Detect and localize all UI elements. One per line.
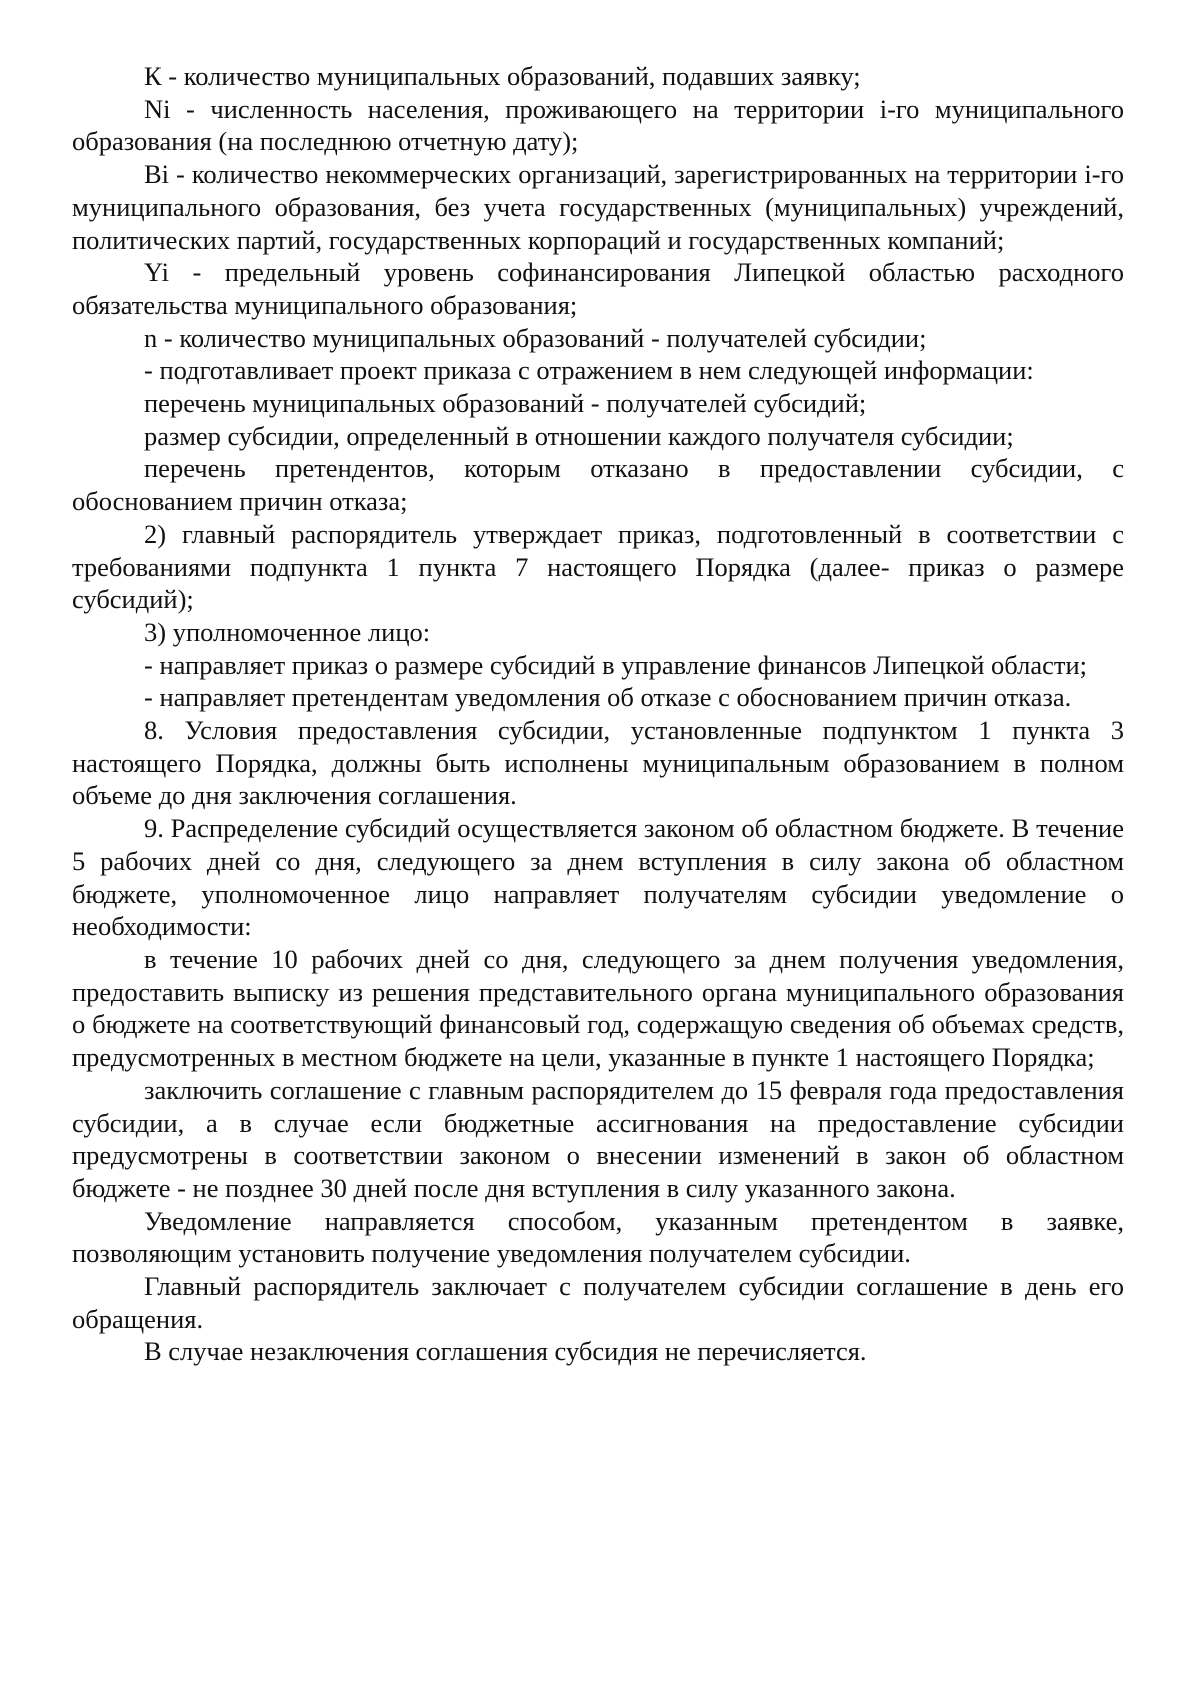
paragraph-agreement-day: Главный распорядитель заключает с получателем субсидии соглашение в день его обращения. <box>72 1271 1124 1334</box>
document-page <box>72 60 1124 1368</box>
paragraph-notification-method: Уведомление направляется способом, указанным претендентом в заявке, позволяющим установить получение уведомления получателем субсидии. <box>72 1205 1124 1269</box>
paragraph-provide-extract: в течение 10 рабочих дней со дня, следующего за днем получения уведомления, предоставить выписку из решения представительного органа муниципального образования о бюджете на соответствующий финансовый год, содержащую сведения об объемах средств, предусмотренных в местном бюджете на цели, указанные в пункте 1 настоящего Порядка; <box>72 943 1124 1073</box>
paragraph-send-order: - направляет приказ о размере субсидий в управление финансов Липецкой области; <box>144 649 1088 680</box>
paragraph-prepare-order: - подготавливает проект приказа с отражением в нем следующей информации: <box>144 355 1034 386</box>
paragraph-item-3: 3) уполномоченное лицо: <box>144 616 431 647</box>
paragraph-yi-definition: Yi - предельный уровень софинансирования Липецкой областью расходного обязательства муниципального образования; <box>72 257 1124 320</box>
paragraph-bi-definition: Bi - количество некоммерческих организаций, зарегистрированных на территории i-го муниципального образования, без учета государственных (муниципальных) учреждений, политических партий, государственных корпораций и государственных компаний; <box>72 159 1124 255</box>
paragraph-refused-list: перечень претендентов, которым отказано в предоставлении субсидии, с обоснованием причин отказа; <box>72 453 1124 517</box>
paragraph-no-agreement: В случае незаключения соглашения субсидия не перечисляется. <box>144 1336 867 1367</box>
paragraph-subsidy-size: размер субсидии, определенный в отношении каждого получателя субсидии; <box>144 420 1014 451</box>
paragraph-item-2: 2) главный распорядитель утверждает приказ, подготовленный в соответствии с требованиями подпункта 1 пункта 7 настоящего Порядка (далее- приказ о размере субсидий); <box>72 518 1124 615</box>
paragraph-k-definition: К - количество муниципальных образований, подавших заявку; <box>144 61 861 91</box>
paragraph-n-definition: n - количество муниципальных образований - получателей субсидии; <box>144 322 927 353</box>
paragraph-section-8: 8. Условия предоставления субсидии, установленные подпунктом 1 пункта 3 настоящего Порядка, должны быть исполнены муниципальным образованием в полном объеме до дня заключения соглашения. <box>72 715 1124 811</box>
paragraph-list-recipients: перечень муниципальных образований - получателей субсидий; <box>144 388 867 419</box>
paragraph-ni-definition: Ni - численность населения, проживающего на территории i-го муниципального образования (на последнюю отчетную дату); <box>72 93 1124 157</box>
paragraph-conclude-agreement: заключить соглашение с главным распорядителем до 15 февраля года предоставления субсидии, а в случае если бюджетные ассигнования на предоставление субсидии предусмотрены в соответствии законом о внесении изменений в закон об областном бюджете - не позднее 30 дней после дня вступления в силу указанного закона. <box>72 1074 1124 1203</box>
paragraph-send-refusals: - направляет претендентам уведомления об отказе с обоснованием причин отказа. <box>144 682 1072 713</box>
paragraph-section-9: 9. Распределение субсидий осуществляется законом об областном бюджете. В течение 5 рабочих дней со дня, следующего за днем вступления в силу закона об областном бюджете, уполномоченное лицо направляет получателям субсидии уведомление о необходимости: <box>72 813 1124 942</box>
